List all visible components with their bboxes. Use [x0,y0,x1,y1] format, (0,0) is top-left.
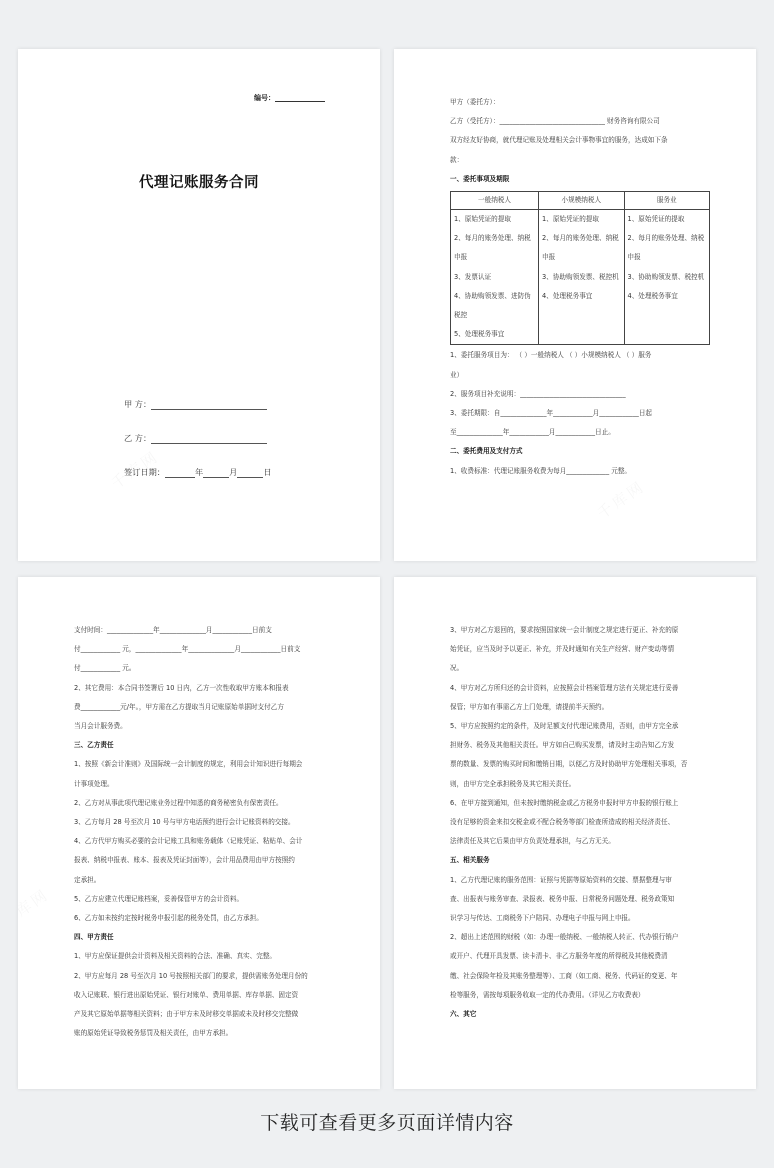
text-line: 则，由甲方完全承担税务及其它相关责任。 [450,779,576,788]
contract-page-2 [394,49,756,561]
text-line: 4、甲方对乙方所归还的会计资料，应按照会计档案管理方法有关规定进行妥善 [450,683,679,692]
table-header: 一般纳税人 [451,192,539,210]
text-line: 3、甲方对乙方退回的，要求按照国家统一会计制度之规定进行更正、补充的原 [450,626,679,634]
text-line: 3、委托期限：自______________年____________月____________日起 [450,409,653,418]
cell-item: 4、处理税务事宜 [627,291,678,300]
text-line: 计事项处理。 [74,779,114,788]
watermark [18,883,53,931]
section-heading: 五、相关服务 [450,856,490,865]
contract-title: 代理记账服务合同 [139,175,259,191]
text-line: 付____________ 元，______________年______________月____________日前支 [74,645,301,654]
table-row [451,210,710,345]
sign-day-blank [237,468,263,478]
text-line: 6、在甲方接到通知，但未按时缴纳税金或乙方税务申报时甲方申报的银行账上 [450,798,679,807]
text-line: 2、超出上述范围的财税（如：办理一般纳税、一般纳税人转正、代办银行销户 [450,933,679,942]
footer-caption: 下载可查看更多页面详情内容 [260,1112,514,1134]
table-cell [539,210,624,345]
text-line: 或开户、代理开具发票、读卡清卡、非乙方服务年度的所得税及其他税费清 [450,952,668,961]
table-cell [451,210,539,345]
cell-item: 4、处理税务事宜 [542,291,593,300]
text-line: 定承担。 [74,875,101,884]
text-line: 查、出报表与账务审查、录报表、税务申报、日常税务问题处理、税务政策知 [450,894,675,903]
text-line: 1、甲方应保证提供会计资料及相关资料的合法、准确、真实、完整。 [74,952,277,961]
text-line: 费____________元/年。，甲方需在乙方提取当月记账原始单据时支付乙方 [74,702,284,711]
text-line: 双方经友好协商，就代理记账及处理相关会计事物事宜的服务，达成如下条 [450,136,668,145]
cell-item: 1、原始凭证的提取 [542,215,599,224]
text-line: 甲方（委托方）： [450,98,500,106]
text-line: 缴、社会保险年检及其账务整理等）、工商（如工商、税务、代码证的变更、年 [450,971,678,980]
service-table [450,191,710,345]
text-line: 票的数量、发票的购买时间和缴销日期，以便乙方及时协助甲方处理相关事项，否 [450,760,688,769]
party-b-signature [124,433,267,444]
section-heading: 六、其它 [450,1010,477,1019]
text-line: 5、乙方应建立代理记账档案，妥善保管甲方的会计资料。 [74,894,244,903]
sign-year-label: 年 [194,467,204,477]
text-line: 2、其它费用：本合同书签署后 10 日内，乙方一次性收取甲方账本和报表 [74,683,289,692]
table-cell [624,210,709,345]
party-a-blank [151,400,267,410]
text-line: 款： [450,155,464,164]
contract-number [254,93,325,103]
contract-number-blank [275,94,325,102]
text-line: 2、甲方应每月 28 号至次月 10 号按照相关部门的要求，提供需账务处理月份的 [74,971,308,980]
text-line: 2、乙方对从事此项代理记账业务过程中知悉的商务秘密负有保密责任。 [74,798,283,807]
text-line: 4、乙方代甲方购买必要的会计记账工具和账务载体（记账凭证、粘贴单、会计 [74,837,303,846]
text-line: 至______________年____________月____________日止。 [450,428,615,437]
sign-month-blank [203,468,229,478]
text-line: 3、乙方每月 28 号至次月 10 号与甲方电话预约进行会计记账资料的交接。 [74,818,295,827]
section-heading: 三、乙方责任 [74,741,114,750]
cell-item: 1、原始凭证的提取 [454,215,511,224]
party-b-label: 乙 方： [124,433,152,443]
text-line: 支付时间：______________年______________月____________日前支 [74,626,272,634]
text-line: 当月会计服务费。 [74,722,127,731]
party-b-blank [151,434,267,444]
text-line: 1、按照《新会计准则》及国际统一会计制度的规定，利用会计知识进行每期会 [74,760,303,769]
text-line: 况。 [450,664,464,673]
contract-page-4 [394,577,756,1089]
text-line: 检等服务，需按每项服务收取一定的代办费用。（详见乙方收费表） [450,990,645,999]
cell-item: 1、原始凭证的提取 [627,215,685,224]
contract-number-label: 编号： [254,94,275,102]
text-line: 1、委托服务项目为： （ ）一般纳税人 （ ）小规模纳税人 （ ）服务 [450,351,652,360]
text-line: 始凭证，应当及时予以更正、补充，并及时通知有关生产经营、财产变动等情 [450,645,675,654]
sign-date-label: 签订日期： [124,467,165,477]
section-heading: 四、甲方责任 [74,933,114,942]
text-line: 保管；甲方如有事需乙方上门处理，请提前半天预约。 [450,702,609,711]
cell-item: 5、处理税务事宜 [454,330,505,339]
text-line: 没有足够的资金来扣交税金或不配合税务等部门检查所造成的相关经济责任、 [450,818,675,827]
party-a-label: 甲 方： [124,399,152,409]
cell-item: 2、每月的账务处理、纳税申报 [454,234,531,262]
sign-year-blank [165,468,195,478]
section-heading: 二、委托费用及支付方式 [450,447,523,456]
cell-item: 4、协助购领发票、进防伪税控 [454,291,531,320]
text-line: 2、服务项目补充说明：________________________________ [450,389,626,398]
text-line: 担财务、税务及其他相关责任。甲方如自己购买发票，请及时主动告知乙方发 [450,741,675,750]
text-line: 1、乙方代理记账的服务范围：证照与凭据等原始资料的交接、票据整理与审 [450,875,672,884]
cell-item: 3、协助购领发票、税控机 [627,272,705,281]
cell-item: 2、每月的账务处理、纳税申报 [542,234,619,262]
watermark [593,475,649,523]
text-line: 付____________ 元。 [74,664,136,673]
cell-item: 3、协助购领发票、税控机 [542,272,619,281]
contract-page-1 [18,49,380,561]
text-line: 5、甲方应按照约定的条件，及时足额支付代理记账费用，否则，由甲方完全承 [450,722,679,731]
text-line: 产及其它原始单据等相关资料；由于甲方未及时移交单据或未及时移交完整做 [74,1010,299,1019]
sign-day-label: 日 [263,467,272,477]
text-line: 收入记账联、银行进出原始凭证、银行对账单、费用单据、库存单据、固定资 [74,990,299,999]
table-header: 小规模纳税人 [539,192,624,210]
text-line: 账的原始凭证导致税务惩罚及相关责任，由甲方承担。 [74,1029,233,1038]
text-line: 法律责任及其它后果由甲方负责处理承担，与乙方无关。 [450,837,615,846]
text-line: 识学习与传达、工商税务下户陪同、办理电子申报与网上申报。 [450,914,635,923]
party-a-signature [124,399,267,410]
text-line: 乙方（受托方）：________________________________ 财务咨询有限公司 [450,117,660,126]
cell-item: 3、发票认证 [454,272,492,281]
sign-month-label: 月 [229,467,238,477]
table-header-row [451,192,710,210]
text-line: 1、收费标准：代理记账服务收费为每月_____________ 元整。 [450,466,632,475]
cell-item: 2、每月的账务处理、纳税申报 [627,234,705,262]
table-header: 服务业 [624,192,709,210]
text-line: 6、乙方如未按约定按时税务申报引起的税务处罚，由乙方承担。 [74,914,263,923]
text-line: 报表、纳税申报表、账本、报表及凭证封面等），会计用品费用由甲方按照约 [74,856,295,865]
section-heading: 一、委托事项及期限 [450,174,510,183]
contract-page-3 [18,577,380,1089]
text-line: 业） [450,370,464,379]
